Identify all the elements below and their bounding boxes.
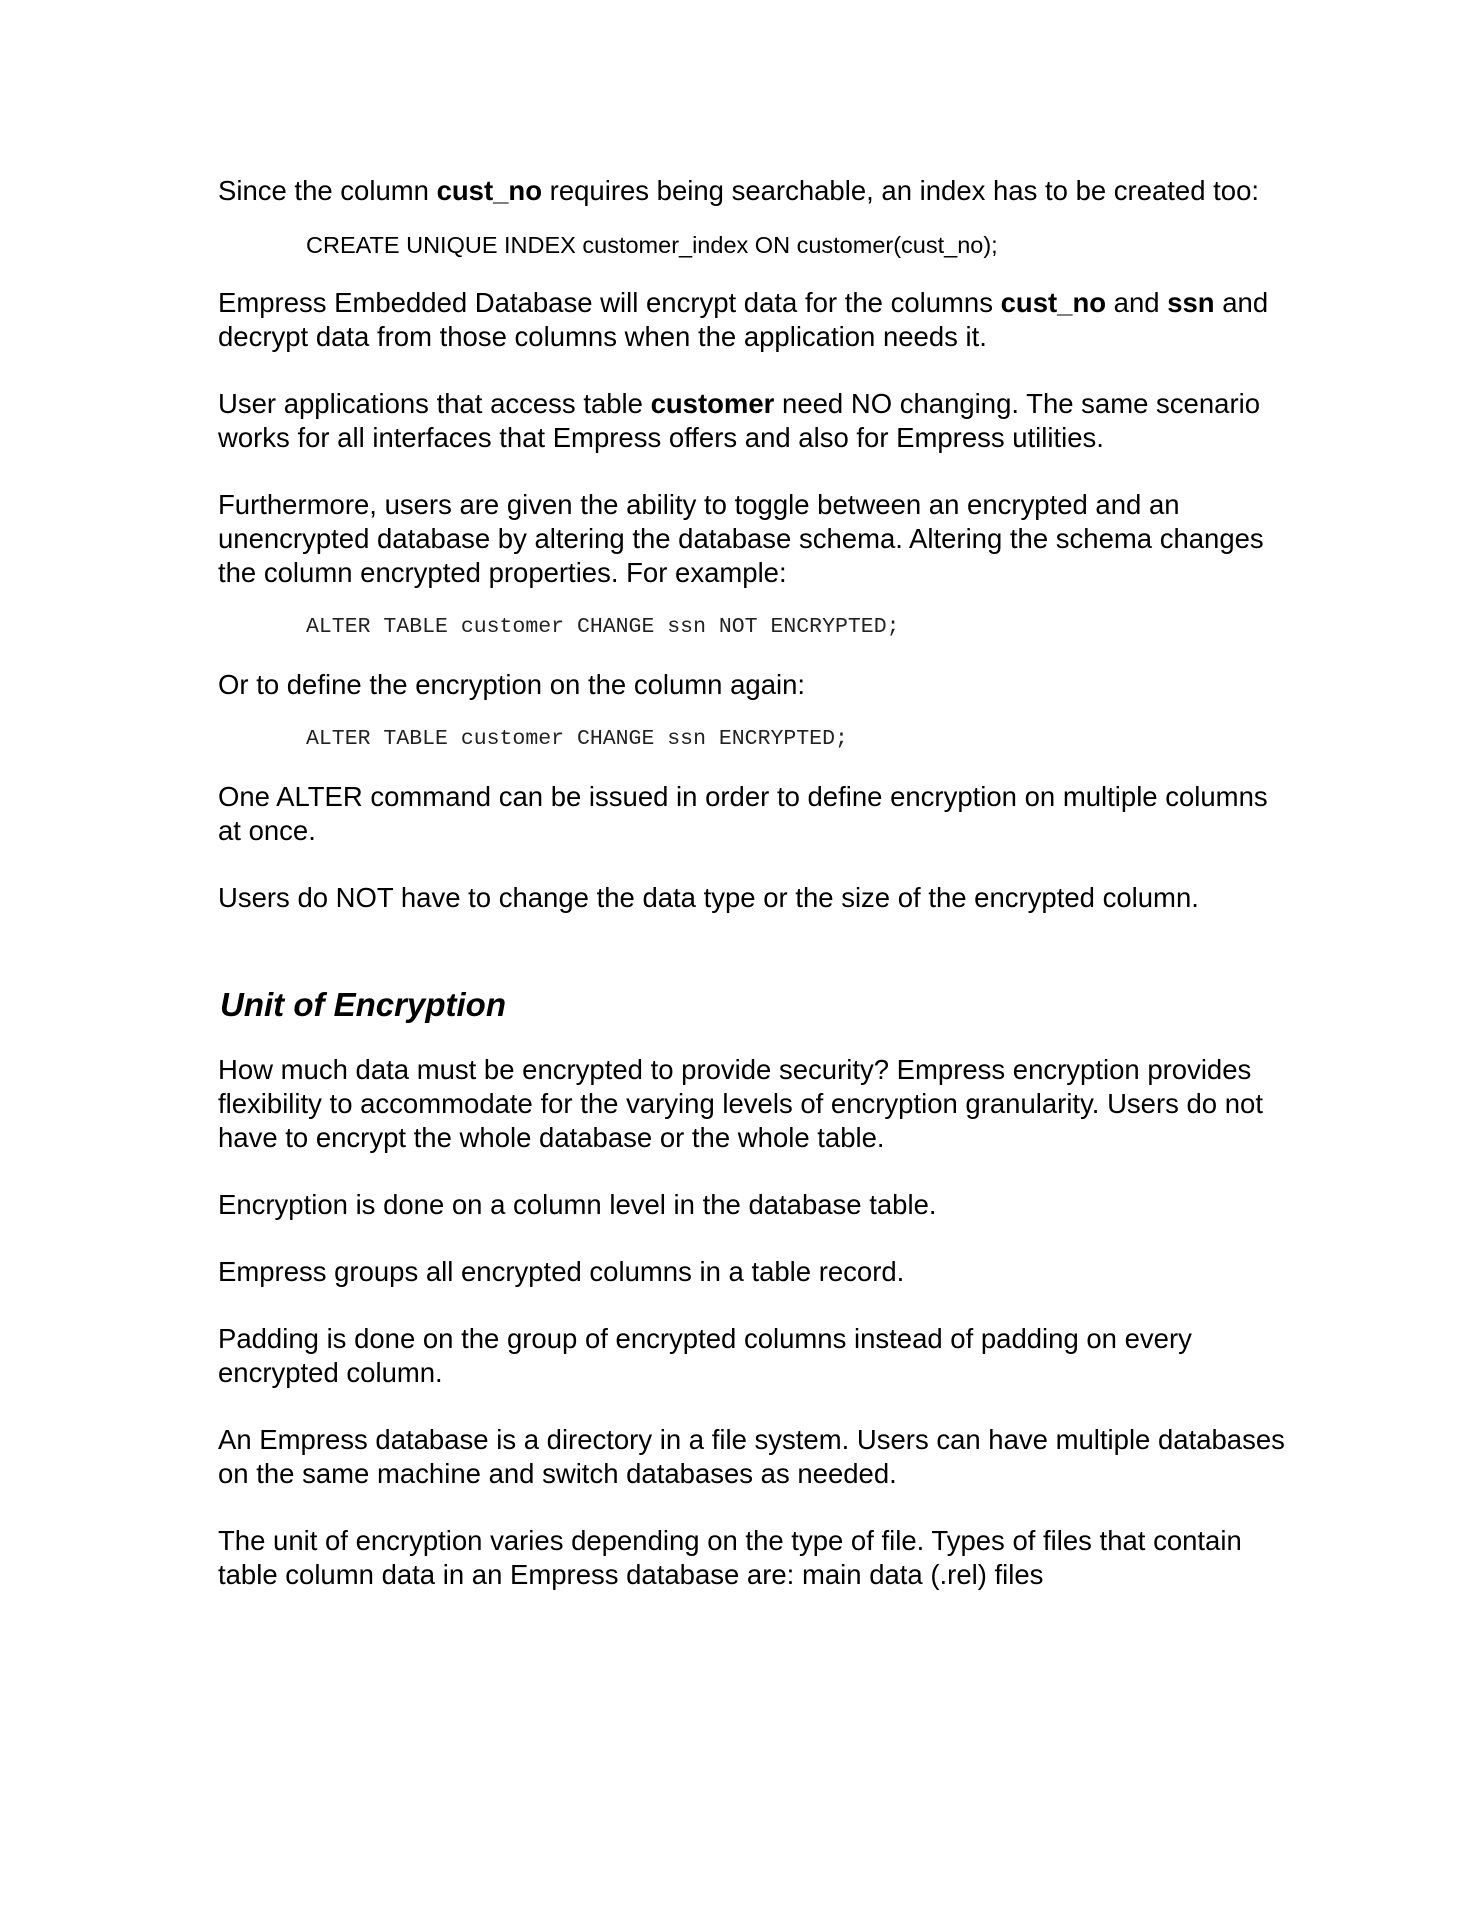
text-run: requires being searchable, an index has to be created too: [542, 175, 1260, 206]
code-alter-not-encrypted: ALTER TABLE customer CHANGE ssn NOT ENCRYPTED; [306, 615, 900, 639]
paragraph-data-type: Users do NOT have to change the data type or the size of the encrypted column. [218, 882, 1199, 913]
text-run: Empress Embedded Database will encrypt data for the columns [218, 287, 1001, 318]
code-create-index: CREATE UNIQUE INDEX customer_index ON customer(cust_no); [306, 232, 998, 258]
section-heading: Unit of Encryption [220, 986, 506, 1023]
paragraph-encrypt-columns [218, 286, 1298, 354]
text-run: need NO changing. The same scenario works for all interfaces that Empress offers and also for Empress utilities. [218, 388, 1261, 453]
paragraph-how-much-data: How much data must be encrypted to provide security? Empress encryption provides flexibility to accommodate for the varying levels of encryption granularity. Users do not have to encrypt the whole database or the whole table. [218, 1054, 1263, 1153]
paragraph-user-applications [218, 387, 1298, 455]
paragraph-directory: An Empress database is a directory in a file system. Users can have multiple databases on the same machine and switch databases as needed. [218, 1424, 1285, 1489]
paragraph-unit-varies: The unit of encryption varies depending on the type of file. Types of files that contain table column data in an Empress database are: main data (.rel) files [218, 1525, 1242, 1590]
paragraph-toggle-encryption: Furthermore, users are given the ability to toggle between an encrypted and an unencrypted database by altering the database schema. Altering the schema changes the column encrypted properties. For example: [218, 489, 1264, 588]
bold-term: ssn [1167, 287, 1215, 318]
paragraph-one-alter: One ALTER command can be issued in order to define encryption on multiple columns at once. [218, 781, 1268, 846]
text-run: Since the column [218, 175, 437, 206]
code-alter-encrypted: ALTER TABLE customer CHANGE ssn ENCRYPTED; [306, 727, 848, 751]
bold-term: cust_no [1000, 287, 1107, 318]
bold-term: cust_no [436, 175, 543, 206]
paragraph-index-intro [218, 174, 1298, 208]
paragraph-define-again: Or to define the encryption on the column again: [218, 669, 806, 700]
bold-term: customer [650, 388, 775, 419]
paragraph-groups: Empress groups all encrypted columns in a table record. [218, 1256, 905, 1287]
text-run: User applications that access table [218, 388, 651, 419]
paragraph-padding: Padding is done on the group of encrypted columns instead of padding on every encrypted column. [218, 1323, 1192, 1388]
document-page [218, 174, 1298, 1625]
paragraph-column-level: Encryption is done on a column level in the database table. [218, 1189, 937, 1220]
text-run: and decrypt data from those columns when the application needs it. [218, 287, 1269, 352]
text-run: and [1106, 287, 1168, 318]
